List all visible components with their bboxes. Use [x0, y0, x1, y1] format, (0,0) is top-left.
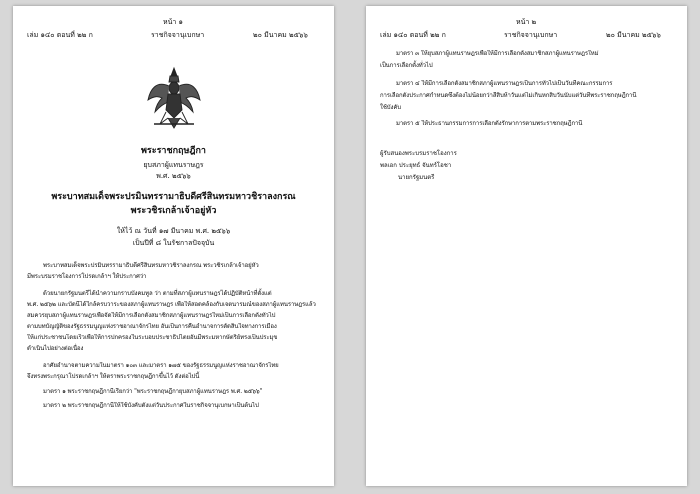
section-2: มาตรา ๒ พระราชกฤษฎีกานี้ให้ใช้บังคับตั้งแต่วันประกาศในราชกิจจานุเบกษาเป็นต้นไป	[43, 402, 259, 409]
section-1: มาตรา ๑ พระราชกฤษฎีกานี้เรียกว่า "พระราชกฤษฎีกายุบสภาผู้แทนราษฎร พ.ศ. ๒๕๖๖"	[43, 388, 263, 395]
gazette-page-1	[13, 6, 334, 486]
volume-info: เล่ม ๑๔๐ ตอนที่ ๒๒ ก	[27, 31, 93, 39]
page-number: หน้า ๑	[163, 18, 183, 26]
body-line: มีพระบรมราชโองการโปรดเกล้าฯ ให้ประกาศว่า	[27, 273, 147, 280]
reign-year: เป็นปีที่ ๘ ในรัชกาลปัจจุบัน	[132, 239, 215, 247]
gazette-name: ราชกิจจานุเบกษา	[151, 31, 205, 39]
decree-subject: ยุบสภาผู้แทนราษฎร	[143, 161, 204, 169]
section-5: มาตรา ๕ ให้ประธานกรรมการการเลือกตั้งรักษาการตามพระราชกฤษฎีกานี้	[396, 120, 583, 127]
gazette-name: ราชกิจจานุเบกษา	[504, 31, 558, 39]
volume-info: เล่ม ๑๔๐ ตอนที่ ๒๒ ก	[380, 31, 446, 39]
countersign-name: พลเอก ประยุทธ์ จันทร์โอชา	[380, 162, 452, 169]
countersign-title: นายกรัฐมนตรี	[398, 174, 435, 181]
countersign-role: ผู้รับสนองพระบรมราชโองการ	[380, 150, 457, 157]
body-line: อาศัยอำนาจตามความในมาตรา ๑๐๓ และมาตรา ๑๗๕ ของรัฐธรรมนูญแห่งราชอาณาจักรไทย	[43, 362, 279, 369]
section-3: มาตรา ๓ ให้ยุบสภาผู้แทนราษฎรเพื่อให้มีการเลือกตั้งสมาชิกสภาผู้แทนราษฎรใหม่	[396, 50, 599, 57]
body-line: พระบาทสมเด็จพระปรมินทรรามาธิบดีศรีสินทรมหาวชิราลงกรณ พระวชิรเกล้าเจ้าอยู่หัว	[43, 262, 259, 269]
body-line: พ.ศ. ๒๕๖๒ และบัดนี้ได้ใกล้ครบวาระของสภาผู้แทนราษฎร เพื่อให้สอดคล้องกับเจตนารมณ์ของสภาผู้แทนราษฎรแล้ว	[27, 301, 316, 308]
given-date: ให้ไว้ ณ วันที่ ๑๗ มีนาคม พ.ศ. ๒๕๖๖	[116, 227, 231, 235]
king-name-line2: พระวชิรเกล้าเจ้าอยู่หัว	[130, 206, 217, 216]
body-line: จึงทรงพระกรุณาโปรดเกล้าฯ ให้ตราพระราชกฤษฎีกาขึ้นไว้ ดังต่อไปนี้	[27, 373, 200, 380]
decree-title: พระราชกฤษฎีกา	[141, 146, 206, 156]
body-line: เป็นการเลือกตั้งทั่วไป	[380, 62, 433, 69]
decree-year: พ.ศ. ๒๕๖๖	[156, 172, 191, 180]
publish-date: ๒๐ มีนาคม ๒๕๖๖	[606, 31, 661, 39]
body-line: ใช้บังคับ	[380, 104, 401, 111]
body-line: สมควรยุบสภาผู้แทนราษฎรเพื่อจัดให้มีการเลือกตั้งสมาชิกสภาผู้แทนราษฎรใหม่เป็นการเลือกตั้งทั่วไป	[27, 312, 276, 319]
body-line: ด้วยนายกรัฐมนตรีได้นำความกราบบังคมทูล ว่า ตามที่สภาผู้แทนราษฎรได้ปฏิบัติหน้าที่ตั้งแต่	[43, 290, 272, 297]
gazette-page-2	[366, 6, 687, 486]
body-line: การเลือกตั้งประกาศกำหนดซึ่งต้องไม่น้อยกว่าสี่สิบห้าวันแต่ไม่เกินหกสิบวันนับแต่วันที่พระราชกฤษฎีกานี้	[380, 92, 637, 99]
page-number: หน้า ๒	[516, 18, 537, 26]
body-line: ตามบทบัญญัติของรัฐธรรมนูญแห่งราชอาณาจักรไทย อันเป็นการคืนอำนาจการตัดสินใจทางการเมือง	[27, 323, 277, 330]
section-4: มาตรา ๔ ให้มีการเลือกตั้งสมาชิกสภาผู้แทนราษฎรเป็นการทั่วไปเป็นวันที่คณะกรรมการ	[396, 80, 613, 87]
king-name-line1: พระบาทสมเด็จพระปรมินทรรามาธิบดีศรีสินทรมหาวชิราลงกรณ	[51, 192, 296, 202]
body-line: ดำเนินไปอย่างต่อเนื่อง	[27, 345, 84, 352]
garuda-emblem-icon	[146, 66, 202, 130]
body-line: ให้แก่ประชาชนโดยเร็วเพื่อให้การปกครองในระบอบประชาธิปไตยอันมีพระมหากษัตริย์ทรงเป็นประมุข	[27, 334, 278, 341]
publish-date: ๒๐ มีนาคม ๒๕๖๖	[253, 31, 308, 39]
